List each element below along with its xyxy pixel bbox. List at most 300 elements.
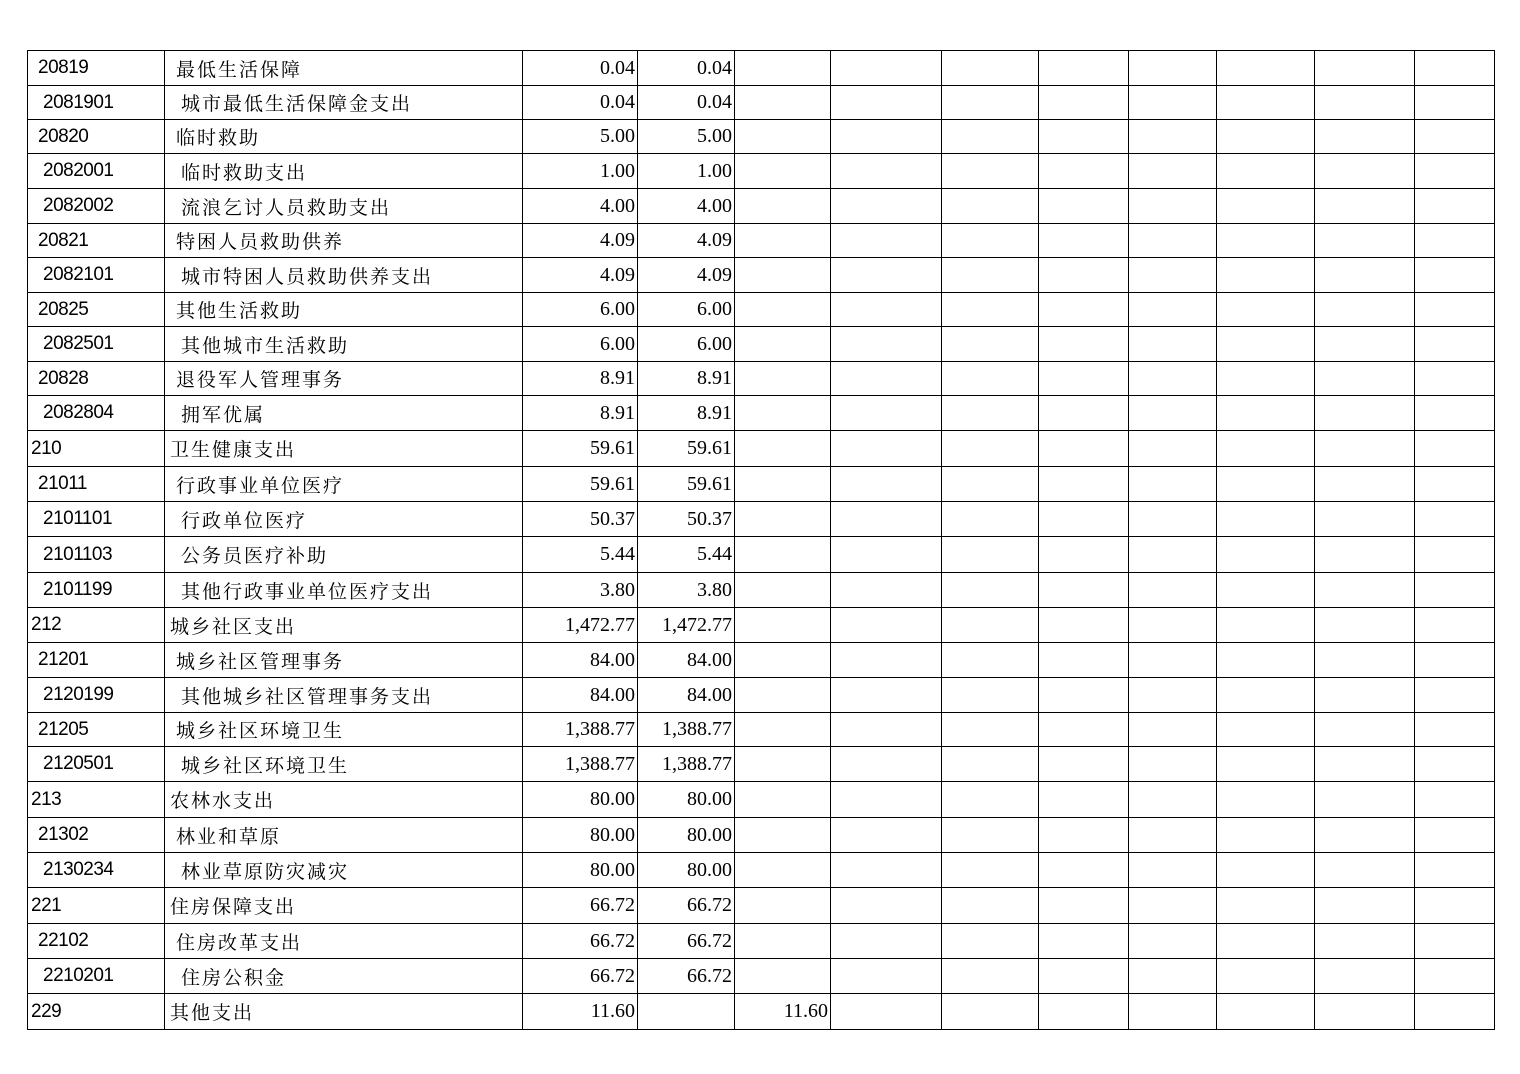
basic-expenditure-cell: 0.04 [638,86,735,120]
table-row [28,924,1495,959]
empty-cell [1129,258,1217,293]
empty-cell [1415,258,1495,293]
empty-cell [1129,818,1217,853]
empty-cell [1217,643,1315,678]
project-expenditure-cell [735,51,831,86]
empty-cell [1039,924,1129,959]
empty-cell [942,431,1039,467]
table-row [28,643,1495,678]
empty-cell [1315,189,1415,224]
table-row [28,467,1495,502]
empty-cell [1039,396,1129,431]
empty-cell [831,959,942,994]
empty-cell [1217,293,1315,327]
table-row [28,120,1495,154]
empty-cell [942,994,1039,1030]
subject-code-cell: 21201 [28,643,165,678]
project-expenditure-cell [735,154,831,189]
basic-expenditure-cell: 4.09 [638,258,735,293]
subject-code-cell: 2101103 [28,537,165,573]
subject-name-cell: 城乡社区管理事务 [165,643,523,678]
project-expenditure-cell [735,853,831,888]
empty-cell [1129,994,1217,1030]
empty-cell [942,467,1039,502]
basic-expenditure-cell: 84.00 [638,643,735,678]
subject-name-cell: 农林水支出 [165,782,523,818]
subject-name-cell: 特困人员救助供养 [165,224,523,258]
subject-name-cell: 其他生活救助 [165,293,523,327]
empty-cell [1129,853,1217,888]
empty-cell [942,362,1039,396]
total-amount-cell: 66.72 [523,924,638,959]
total-amount-cell: 8.91 [523,362,638,396]
table-row [28,189,1495,224]
empty-cell [831,747,942,782]
subject-code-cell: 2101101 [28,502,165,537]
empty-cell [1415,431,1495,467]
empty-cell [1217,502,1315,537]
empty-cell [831,853,942,888]
empty-cell [1217,537,1315,573]
empty-cell [1415,293,1495,327]
table-body [28,51,1495,1030]
subject-code-cell: 2082001 [28,154,165,189]
basic-expenditure-cell: 1,388.77 [638,747,735,782]
project-expenditure-cell [735,608,831,643]
empty-cell [1217,782,1315,818]
basic-expenditure-cell: 1,388.77 [638,713,735,747]
empty-cell [1217,189,1315,224]
empty-cell [831,86,942,120]
subject-code-cell: 20820 [28,120,165,154]
basic-expenditure-cell: 66.72 [638,888,735,924]
subject-name-cell: 其他支出 [165,994,523,1030]
total-amount-cell: 59.61 [523,467,638,502]
subject-code-cell: 2082804 [28,396,165,431]
empty-cell [1039,678,1129,713]
empty-cell [942,327,1039,362]
project-expenditure-cell [735,224,831,258]
empty-cell [1415,396,1495,431]
empty-cell [1315,51,1415,86]
empty-cell [1217,888,1315,924]
empty-cell [1129,678,1217,713]
empty-cell [831,224,942,258]
empty-cell [942,924,1039,959]
empty-cell [1129,51,1217,86]
total-amount-cell: 66.72 [523,888,638,924]
empty-cell [1129,782,1217,818]
subject-name-cell: 临时救助支出 [165,154,523,189]
table-row [28,782,1495,818]
table-row [28,86,1495,120]
empty-cell [1415,713,1495,747]
project-expenditure-cell [735,86,831,120]
empty-cell [1415,362,1495,396]
project-expenditure-cell [735,120,831,154]
empty-cell [942,86,1039,120]
subject-code-cell: 2082501 [28,327,165,362]
empty-cell [942,537,1039,573]
empty-cell [1129,537,1217,573]
empty-cell [1039,573,1129,608]
empty-cell [831,51,942,86]
empty-cell [1217,51,1315,86]
project-expenditure-cell [735,502,831,537]
empty-cell [1315,573,1415,608]
empty-cell [942,293,1039,327]
subject-code-cell: 229 [28,994,165,1030]
empty-cell [1039,853,1129,888]
table-row [28,154,1495,189]
subject-code-cell: 21302 [28,818,165,853]
empty-cell [1217,396,1315,431]
empty-cell [1129,86,1217,120]
empty-cell [1415,924,1495,959]
total-amount-cell: 4.00 [523,189,638,224]
empty-cell [1315,678,1415,713]
empty-cell [942,573,1039,608]
empty-cell [1129,747,1217,782]
table-row [28,502,1495,537]
subject-name-cell: 住房改革支出 [165,924,523,959]
empty-cell [1039,467,1129,502]
subject-name-cell: 其他城乡社区管理事务支出 [165,678,523,713]
total-amount-cell: 11.60 [523,994,638,1030]
empty-cell [1315,467,1415,502]
total-amount-cell: 1.00 [523,154,638,189]
subject-name-cell: 卫生健康支出 [165,431,523,467]
table-row [28,713,1495,747]
project-expenditure-cell [735,747,831,782]
empty-cell [1039,189,1129,224]
empty-cell [942,224,1039,258]
empty-cell [1217,431,1315,467]
empty-cell [1415,86,1495,120]
total-amount-cell: 6.00 [523,293,638,327]
total-amount-cell: 4.09 [523,258,638,293]
total-amount-cell: 5.44 [523,537,638,573]
empty-cell [1039,782,1129,818]
project-expenditure-cell [735,293,831,327]
basic-expenditure-cell: 8.91 [638,396,735,431]
table-row [28,853,1495,888]
empty-cell [1039,643,1129,678]
empty-cell [1315,502,1415,537]
empty-cell [942,154,1039,189]
empty-cell [1039,747,1129,782]
subject-code-cell: 210 [28,431,165,467]
subject-code-cell: 2120199 [28,678,165,713]
empty-cell [1217,467,1315,502]
basic-expenditure-cell: 66.72 [638,959,735,994]
basic-expenditure-cell: 80.00 [638,853,735,888]
empty-cell [1415,51,1495,86]
project-expenditure-cell [735,362,831,396]
empty-cell [831,924,942,959]
basic-expenditure-cell: 50.37 [638,502,735,537]
empty-cell [831,189,942,224]
empty-cell [1217,327,1315,362]
empty-cell [1315,224,1415,258]
total-amount-cell: 1,388.77 [523,747,638,782]
empty-cell [831,467,942,502]
basic-expenditure-cell: 80.00 [638,818,735,853]
project-expenditure-cell [735,924,831,959]
empty-cell [1315,293,1415,327]
basic-expenditure-cell: 4.09 [638,224,735,258]
subject-code-cell: 20821 [28,224,165,258]
empty-cell [942,713,1039,747]
subject-name-cell: 临时救助 [165,120,523,154]
project-expenditure-cell [735,396,831,431]
basic-expenditure-cell: 1,472.77 [638,608,735,643]
table-row [28,327,1495,362]
empty-cell [1129,396,1217,431]
empty-cell [942,396,1039,431]
subject-code-cell: 21011 [28,467,165,502]
empty-cell [1217,608,1315,643]
empty-cell [1129,608,1217,643]
empty-cell [1415,994,1495,1030]
empty-cell [1315,537,1415,573]
empty-cell [1315,608,1415,643]
empty-cell [1039,120,1129,154]
total-amount-cell: 80.00 [523,818,638,853]
empty-cell [1039,431,1129,467]
subject-name-cell: 林业草原防灾减灾 [165,853,523,888]
total-amount-cell: 3.80 [523,573,638,608]
empty-cell [1315,818,1415,853]
empty-cell [1039,502,1129,537]
empty-cell [831,713,942,747]
table-row [28,537,1495,573]
basic-expenditure-cell: 1.00 [638,154,735,189]
empty-cell [1129,467,1217,502]
project-expenditure-cell [735,189,831,224]
empty-cell [1217,713,1315,747]
empty-cell [1415,120,1495,154]
empty-cell [1415,853,1495,888]
subject-name-cell: 退役军人管理事务 [165,362,523,396]
empty-cell [1217,818,1315,853]
subject-code-cell: 221 [28,888,165,924]
subject-code-cell: 20825 [28,293,165,327]
empty-cell [1315,154,1415,189]
empty-cell [831,293,942,327]
project-expenditure-cell [735,782,831,818]
total-amount-cell: 84.00 [523,678,638,713]
empty-cell [1039,293,1129,327]
empty-cell [1415,818,1495,853]
project-expenditure-cell [735,678,831,713]
subject-name-cell: 最低生活保障 [165,51,523,86]
empty-cell [1129,189,1217,224]
table-row [28,747,1495,782]
empty-cell [831,362,942,396]
empty-cell [1415,502,1495,537]
subject-name-cell: 城乡社区环境卫生 [165,713,523,747]
basic-expenditure-cell: 0.04 [638,51,735,86]
empty-cell [1415,747,1495,782]
empty-cell [1129,959,1217,994]
total-amount-cell: 8.91 [523,396,638,431]
empty-cell [831,502,942,537]
table-row [28,431,1495,467]
table-row [28,994,1495,1030]
total-amount-cell: 1,388.77 [523,713,638,747]
empty-cell [831,573,942,608]
empty-cell [831,396,942,431]
empty-cell [1039,713,1129,747]
total-amount-cell: 4.09 [523,224,638,258]
subject-code-cell: 2082002 [28,189,165,224]
empty-cell [831,258,942,293]
basic-expenditure-cell: 6.00 [638,327,735,362]
empty-cell [831,888,942,924]
empty-cell [831,643,942,678]
empty-cell [831,678,942,713]
subject-name-cell: 行政单位医疗 [165,502,523,537]
empty-cell [1129,431,1217,467]
total-amount-cell: 0.04 [523,51,638,86]
empty-cell [1415,608,1495,643]
subject-code-cell: 2130234 [28,853,165,888]
table-row [28,396,1495,431]
empty-cell [1129,713,1217,747]
empty-cell [1129,293,1217,327]
subject-name-cell: 城市特困人员救助供养支出 [165,258,523,293]
basic-expenditure-cell: 59.61 [638,431,735,467]
subject-code-cell: 2081901 [28,86,165,120]
subject-name-cell: 住房公积金 [165,959,523,994]
empty-cell [1217,959,1315,994]
project-expenditure-cell [735,888,831,924]
empty-cell [1415,888,1495,924]
empty-cell [1039,818,1129,853]
total-amount-cell: 84.00 [523,643,638,678]
empty-cell [1129,120,1217,154]
empty-cell [1315,327,1415,362]
empty-cell [1415,573,1495,608]
empty-cell [942,747,1039,782]
empty-cell [1217,258,1315,293]
empty-cell [1039,888,1129,924]
empty-cell [942,51,1039,86]
empty-cell [831,608,942,643]
empty-cell [1217,853,1315,888]
empty-cell [1415,678,1495,713]
empty-cell [1129,924,1217,959]
empty-cell [1039,51,1129,86]
empty-cell [942,120,1039,154]
empty-cell [1039,537,1129,573]
empty-cell [1315,782,1415,818]
table-row [28,573,1495,608]
total-amount-cell: 6.00 [523,327,638,362]
empty-cell [1129,502,1217,537]
empty-cell [1039,154,1129,189]
table-row [28,51,1495,86]
basic-expenditure-cell: 80.00 [638,782,735,818]
empty-cell [831,327,942,362]
table-row [28,818,1495,853]
empty-cell [831,537,942,573]
project-expenditure-cell [735,431,831,467]
empty-cell [1129,154,1217,189]
empty-cell [942,959,1039,994]
empty-cell [1039,258,1129,293]
empty-cell [1415,959,1495,994]
empty-cell [1217,924,1315,959]
empty-cell [1217,747,1315,782]
subject-code-cell: 213 [28,782,165,818]
empty-cell [1315,86,1415,120]
project-expenditure-cell: 11.60 [735,994,831,1030]
subject-code-cell: 20819 [28,51,165,86]
empty-cell [1129,362,1217,396]
budget-table [27,50,1495,1030]
table-row [28,362,1495,396]
subject-name-cell: 公务员医疗补助 [165,537,523,573]
project-expenditure-cell [735,537,831,573]
empty-cell [1315,431,1415,467]
empty-cell [1217,678,1315,713]
basic-expenditure-cell: 84.00 [638,678,735,713]
subject-code-cell: 212 [28,608,165,643]
empty-cell [942,853,1039,888]
empty-cell [1415,154,1495,189]
empty-cell [1039,86,1129,120]
empty-cell [942,643,1039,678]
subject-code-cell: 2120501 [28,747,165,782]
empty-cell [831,818,942,853]
empty-cell [1415,327,1495,362]
empty-cell [1129,224,1217,258]
subject-name-cell: 流浪乞讨人员救助支出 [165,189,523,224]
empty-cell [1315,362,1415,396]
total-amount-cell: 80.00 [523,782,638,818]
empty-cell [1039,327,1129,362]
total-amount-cell: 1,472.77 [523,608,638,643]
empty-cell [1315,713,1415,747]
basic-expenditure-cell: 59.61 [638,467,735,502]
basic-expenditure-cell: 66.72 [638,924,735,959]
subject-name-cell: 其他城市生活救助 [165,327,523,362]
basic-expenditure-cell: 3.80 [638,573,735,608]
subject-code-cell: 2082101 [28,258,165,293]
empty-cell [1315,120,1415,154]
table-row [28,888,1495,924]
empty-cell [1315,396,1415,431]
empty-cell [1217,154,1315,189]
empty-cell [1217,120,1315,154]
subject-name-cell: 城乡社区环境卫生 [165,747,523,782]
empty-cell [1415,189,1495,224]
empty-cell [1415,224,1495,258]
table-row [28,678,1495,713]
project-expenditure-cell [735,467,831,502]
subject-name-cell: 其他行政事业单位医疗支出 [165,573,523,608]
project-expenditure-cell [735,258,831,293]
empty-cell [1217,362,1315,396]
empty-cell [942,888,1039,924]
empty-cell [1039,994,1129,1030]
empty-cell [1315,959,1415,994]
empty-cell [1415,643,1495,678]
empty-cell [831,782,942,818]
empty-cell [1315,258,1415,293]
